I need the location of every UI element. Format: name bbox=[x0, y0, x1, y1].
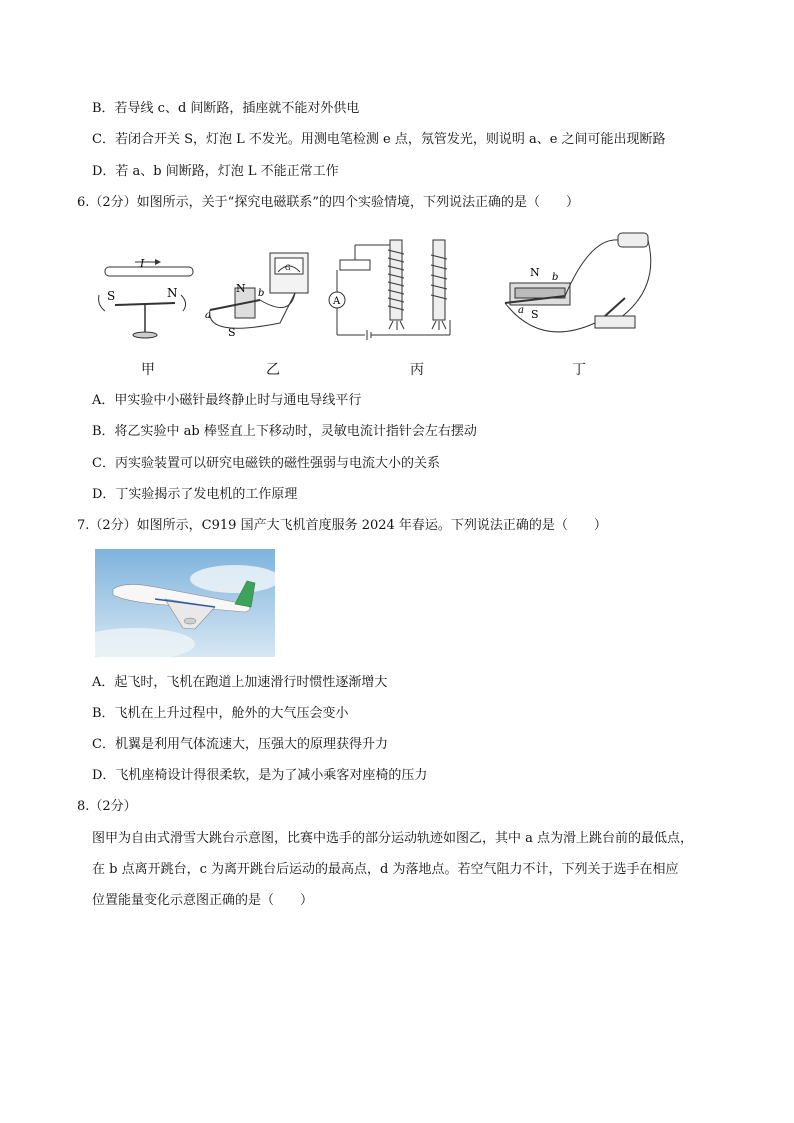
yi-n-label: N bbox=[236, 282, 246, 295]
q6-stem: 6.（2分）如图所示，关于“探究电磁联系”的四个实验情境，下列说法正确的是（ ） bbox=[77, 195, 579, 210]
q6-option-c: C．丙实验装置可以研究电磁铁的磁性强弱与电流大小的关系 bbox=[92, 456, 440, 471]
caption-jia: 甲 bbox=[141, 362, 155, 378]
figure-bing bbox=[325, 235, 465, 345]
ding-b-label: b bbox=[552, 272, 559, 283]
s-pole-label: S bbox=[107, 289, 116, 303]
q7-option-b: B．飞机在上升过程中，舱外的大气压会变小 bbox=[92, 706, 349, 721]
q5-option-d: D．若 a、b 间断路，灯泡 L 不能正常工作 bbox=[92, 164, 339, 179]
n-pole-label: N bbox=[167, 286, 178, 300]
ding-s-label: S bbox=[531, 308, 539, 321]
q7-option-d: D．飞机座椅设计得很柔软，是为了减小乘客对座椅的压力 bbox=[92, 768, 428, 783]
caption-ding: 丁 bbox=[572, 362, 586, 378]
q7-option-c: C．机翼是利用气体流速大，压强大的原理获得升力 bbox=[92, 737, 388, 752]
q8-stem: 8.（2分） bbox=[77, 799, 137, 814]
q5-option-b: B．若导线 c、d 间断路，插座就不能对外供电 bbox=[92, 101, 360, 116]
q6-option-a: A．甲实验中小磁针最终静止时与通电导线平行 bbox=[92, 393, 362, 408]
q8-line-2: 在 b 点离开跳台，c 为离开跳台后运动的最高点，d 为落地点。若空气阻力不计，下列关于选手在相应 bbox=[92, 862, 679, 877]
q6-option-b: B．将乙实验中 ab 棒竖直上下移动时，灵敏电流计指针会左右摆动 bbox=[92, 424, 477, 439]
q5-option-c: C．若闭合开关 S，灯泡 L 不发光。用测电笔检测 e 点，氖管发光，则说明 a、e 之间可能出现断路 bbox=[92, 132, 666, 147]
q8-line-3: 位置能量变化示意图正确的是（ ） bbox=[92, 893, 314, 908]
yi-a-label: a bbox=[205, 310, 211, 321]
ammeter-label: A bbox=[333, 296, 341, 307]
yi-s-label: S bbox=[228, 326, 236, 339]
ding-n-label: N bbox=[530, 266, 540, 279]
q7-option-a: A．起飞时，飞机在跑道上加速滑行时惯性逐渐增大 bbox=[92, 675, 388, 690]
galvanometer-label: G bbox=[285, 264, 291, 272]
ding-a-label: a bbox=[518, 305, 524, 316]
q8-line-1: 图甲为自由式滑雪大跳台示意图，比赛中选手的部分运动轨迹如图乙，其中 a 点为滑上跳台前的最低点， bbox=[92, 831, 694, 846]
q7-stem: 7.（2分）如图所示，C919 国产大飞机首度服务 2024 年春运。下列说法正确的是（ ） bbox=[77, 518, 607, 533]
airplane-photo bbox=[95, 549, 275, 657]
q6-option-d: D．丁实验揭示了发电机的工作原理 bbox=[92, 487, 298, 502]
caption-bing: 丙 bbox=[410, 362, 424, 378]
figure-yi bbox=[200, 248, 310, 343]
yi-b-label: b bbox=[258, 288, 265, 299]
current-label: I bbox=[140, 257, 145, 270]
caption-yi: 乙 bbox=[266, 362, 280, 378]
figure-ding bbox=[500, 228, 660, 343]
figure-jia bbox=[95, 255, 195, 345]
